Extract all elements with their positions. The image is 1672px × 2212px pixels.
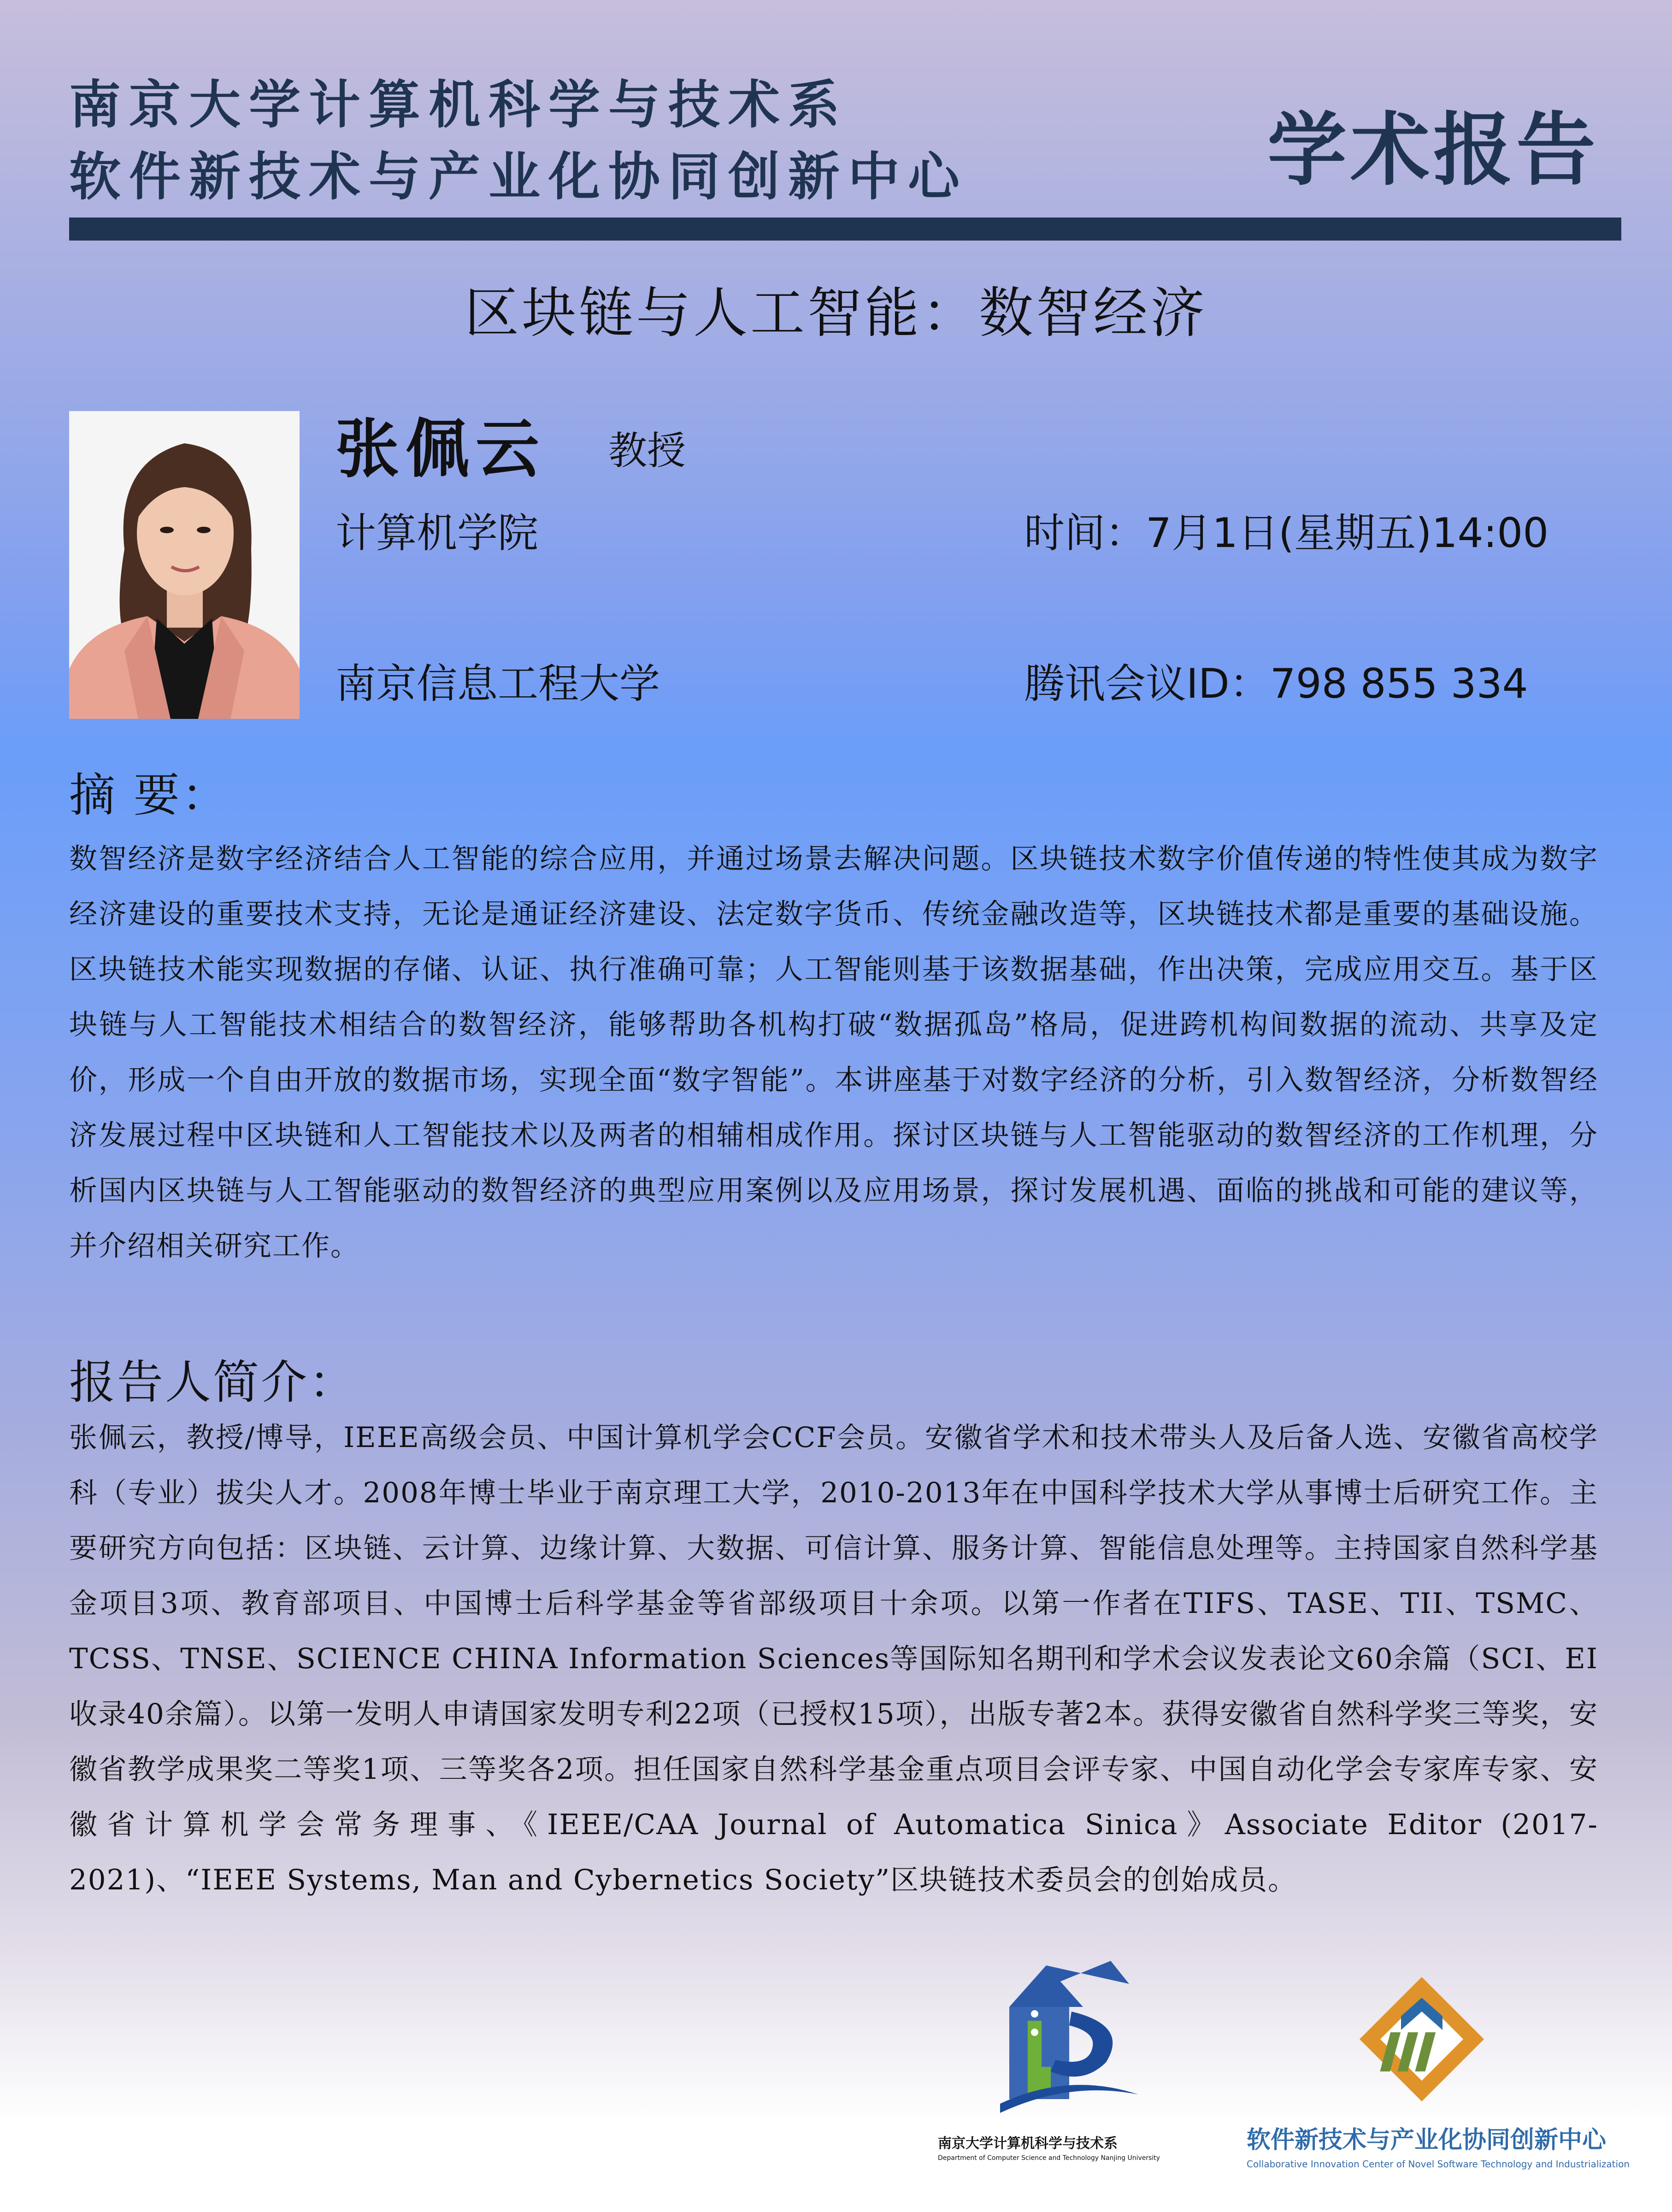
report-label: 学术报告 [1267,104,1599,196]
cs-dept-caption: 南京大学计算机科学与技术系 [938,2136,1118,2152]
talk-time: 时间：7月1日(星期五)14:00 [1024,509,1549,557]
header-center: 软件新技术与产业化协同创新中心 [69,147,968,207]
bio-heading: 报告人简介： [69,1355,357,1409]
nju-cs-logo-icon [991,1956,1148,2118]
abstract-text: 数智经济是数字经济结合人工智能的综合应用，并通过场景去解决问题。区块链技术数字价值传递的特性使其成为数字经济建设的重要技术支持，无论是通证经济建设、法定数字货币、传统金融改造等，区块链技术都是重要的基础设施。区块链技术能实现数据的存储、认证、执行准确可靠；人工智能则基于该数据基础，作出决策，完成应用交互。基于区块链与人工智能技术相结合的数智经济，能够帮助各机构打破“数据孤岛”格局，促进跨机构间数据的流动、共享及定价，形成一个自由开放的数据市场，实现全面“数字智能”。本讲座基于对数字经济的分析，引入数智经济，分析数智经济发展过程中区块链和人工智能技术以及两者的相辅相成作用。探讨区块链与人工智能驱动的数智经济的工作机理，分析国内区块链与人工智能驱动的数智经济的典型应用案例以及应用场景，探讨发展机遇、面临的挑战和可能的建议等，并介绍相关研究工作。 [69,842,1598,1262]
innovation-center-logo-icon [1355,1972,1489,2106]
center-caption: 软件新技术与产业化协同创新中心 [1247,2126,1607,2154]
cs-dept-caption-en: Department of Computer Science and Technology Nanjing University [938,2154,1160,2162]
talk-title: 区块链与人工智能：数智经济 [464,281,1207,345]
speaker-position: 教授 [608,428,686,473]
speaker-photo [69,411,300,719]
speaker-name: 张佩云 [336,411,546,486]
speaker-department: 计算机学院 [336,509,539,557]
abstract-heading: 摘 要： [69,768,230,822]
meeting-id: 腾讯会议ID：798 855 334 [1024,660,1528,707]
speaker-university: 南京信息工程大学 [336,660,660,707]
center-caption-en: Collaborative Innovation Center of Novel Software Technology and Industrialization [1247,2159,1630,2170]
header-department: 南京大学计算机科学与技术系 [69,75,848,135]
header-rule [69,218,1621,241]
bio-text: 张佩云，教授/博导，IEEE高级会员、中国计算机学会CCF会员。安徽省学术和技术带头人及后备人选、安徽省高校学科（专业）拔尖人才。2008年博士毕业于南京理工大学，2010-2013年在中国科学技术大学从事博士后研究工作。主要研究方向包括：区块链、云计算、边缘计算、大数据、可信计算、服务计算、智能信息处理等。主持国家自然科学基金项目3项、教育部项目、中国博士后科学基金等省部级项目十余项。以第一作者在TIFS、TASE、TII、TSMC、TCSS、TNSE、SCIENCE CHINA Information Sciences等国际知名期刊和学术会议发表论文60余篇（SCI、EI收录40余篇）。以第一发明人申请国家发明专利22项（已授权15项），出版专著2本。获得安徽省自然科学奖三等奖，安徽省教学成果奖二等奖1项、三等奖各2项。担任国家自然科学基金重点项目会评专家、中国自动化学会专家库专家、安徽省计算机学会常务理事、《IEEE/CAA Journal of Automatica Sinica》Associate Editor (2017-2021)、“IEEE Systems, Man and Cybernetics Society”区块链技术委员会的创始成员。 [69,1421,1598,1896]
